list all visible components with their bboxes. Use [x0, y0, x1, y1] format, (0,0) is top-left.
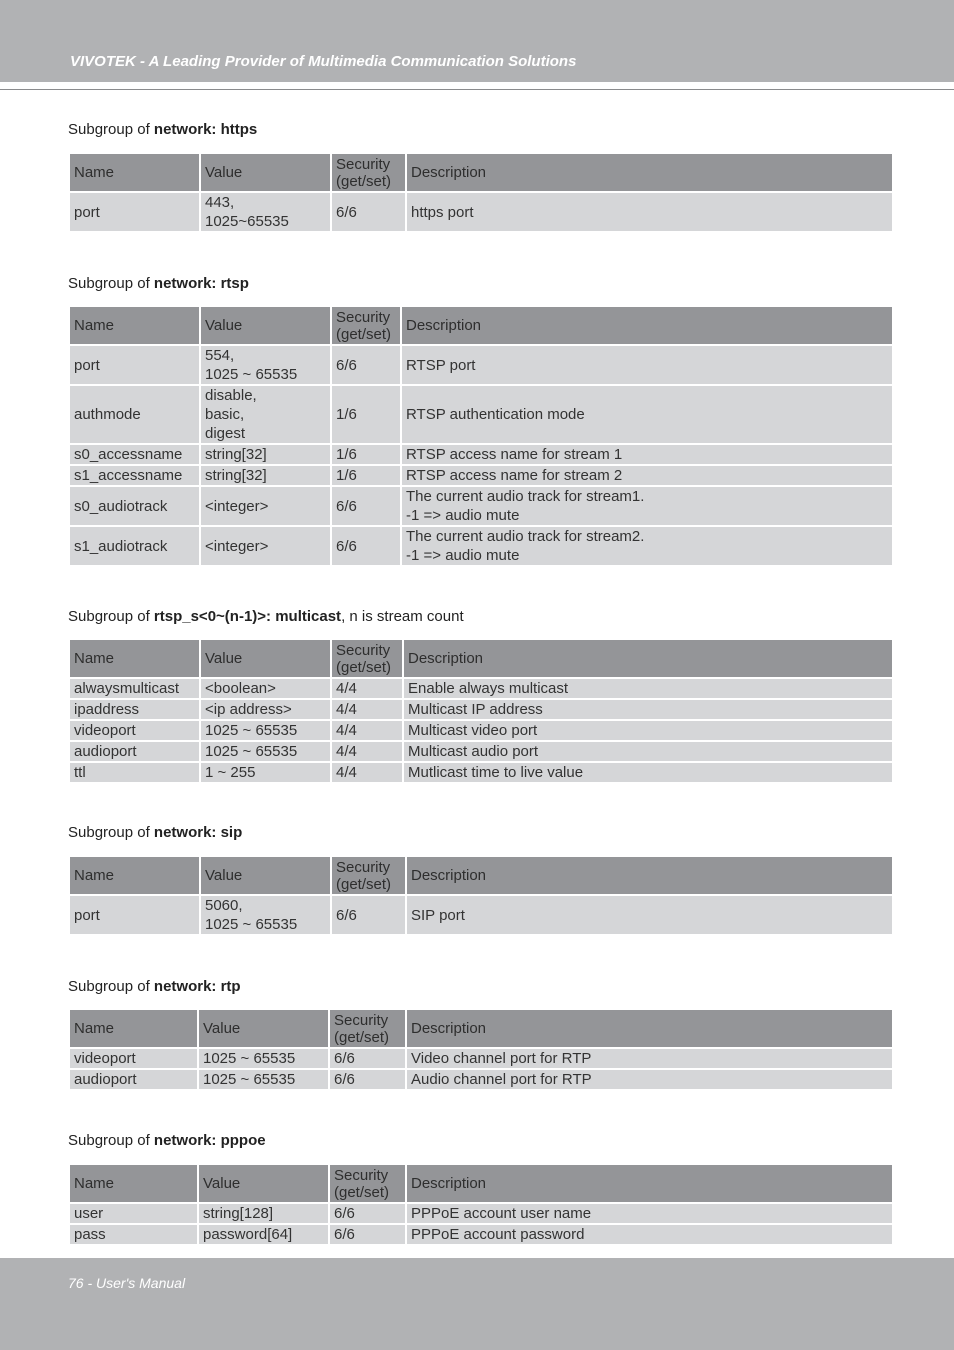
cell-name: audioport: [70, 742, 199, 761]
table-header-row: [70, 1165, 892, 1202]
cell-description: Enable always multicast: [404, 679, 892, 698]
cell-security: 1/6: [332, 445, 400, 464]
table-row: [70, 487, 892, 525]
header-title: VIVOTEK - A Leading Provider of Multimedia Communication Solutions: [70, 53, 577, 70]
cell-description: Multicast IP address: [404, 700, 892, 719]
subgroup-prefix: Subgroup of: [68, 1132, 154, 1149]
cell-name: ttl: [70, 763, 199, 782]
parameter-table: [68, 855, 894, 936]
column-header-name: Name: [70, 1010, 197, 1047]
cell-description: PPPoE account user name: [407, 1204, 892, 1223]
column-header-name: Name: [70, 1165, 197, 1202]
cell-value: password[64]: [199, 1225, 328, 1244]
column-header-description: Description: [407, 1165, 892, 1202]
cell-security: 1/6: [332, 466, 400, 485]
table-row: [70, 193, 892, 231]
column-header-security: Security (get/set): [330, 1165, 405, 1202]
cell-value: <integer>: [201, 527, 330, 565]
column-header-security: Security (get/set): [332, 857, 405, 894]
cell-name: s0_audiotrack: [70, 487, 199, 525]
cell-value: string[128]: [199, 1204, 328, 1223]
cell-security: 6/6: [330, 1049, 405, 1068]
subgroup-title: [68, 275, 249, 292]
cell-description: The current audio track for stream2. -1 => audio mute: [402, 527, 892, 565]
page-footer: [0, 1258, 954, 1350]
cell-description: RTSP port: [402, 346, 892, 384]
cell-security: 4/4: [332, 679, 402, 698]
subgroup-prefix: Subgroup of: [68, 978, 154, 995]
parameter-table: [68, 638, 894, 784]
cell-value: disable, basic, digest: [201, 386, 330, 443]
cell-description: Multicast audio port: [404, 742, 892, 761]
subgroup-title: [68, 978, 241, 995]
page-header: [0, 0, 954, 82]
column-header-value: Value: [201, 857, 330, 894]
cell-security: 6/6: [332, 193, 405, 231]
table-row: [70, 721, 892, 740]
column-header-value: Value: [201, 154, 330, 191]
column-header-name: Name: [70, 154, 199, 191]
column-header-description: Description: [402, 307, 892, 344]
cell-description: Mutlicast time to live value: [404, 763, 892, 782]
column-header-name: Name: [70, 857, 199, 894]
column-header-value: Value: [199, 1165, 328, 1202]
subgroup-name: network: https: [153, 121, 258, 138]
cell-name: s0_accessname: [70, 445, 199, 464]
column-header-security: Security (get/set): [332, 640, 402, 677]
cell-value: 5060, 1025 ~ 65535: [201, 896, 330, 934]
table-header-row: [70, 154, 892, 191]
parameter-table: [68, 1163, 894, 1246]
table-row: [70, 700, 892, 719]
cell-value: 1025 ~ 65535: [201, 721, 330, 740]
cell-name: ipaddress: [70, 700, 199, 719]
table-row: [70, 742, 892, 761]
subgroup-title: [68, 824, 242, 841]
cell-name: s1_accessname: [70, 466, 199, 485]
cell-value: string[32]: [201, 466, 330, 485]
table-header-row: [70, 640, 892, 677]
cell-security: 4/4: [332, 763, 402, 782]
table-row: [70, 1049, 892, 1068]
subgroup-suffix: , n is stream count: [341, 608, 464, 625]
column-header-security: Security (get/set): [330, 1010, 405, 1047]
cell-description: SIP port: [407, 896, 892, 934]
column-header-description: Description: [404, 640, 892, 677]
cell-security: 4/4: [332, 700, 402, 719]
column-header-value: Value: [201, 307, 330, 344]
cell-security: 4/4: [332, 742, 402, 761]
subgroup-name: network: rtp: [153, 978, 241, 995]
cell-value: string[32]: [201, 445, 330, 464]
table-row: [70, 679, 892, 698]
cell-security: 6/6: [330, 1204, 405, 1223]
column-header-value: Value: [199, 1010, 328, 1047]
subgroup-name: network: sip: [153, 824, 243, 841]
parameter-table: [68, 1008, 894, 1091]
cell-name: port: [70, 896, 199, 934]
column-header-name: Name: [70, 640, 199, 677]
cell-security: 6/6: [332, 487, 400, 525]
cell-description: Audio channel port for RTP: [407, 1070, 892, 1089]
table-row: [70, 386, 892, 443]
table-row: [70, 346, 892, 384]
subgroup-prefix: Subgroup of: [68, 608, 154, 625]
cell-value: <ip address>: [201, 700, 330, 719]
subgroup-prefix: Subgroup of: [68, 121, 154, 138]
cell-description: RTSP access name for stream 2: [402, 466, 892, 485]
column-header-description: Description: [407, 857, 892, 894]
parameter-table: [68, 152, 894, 233]
cell-value: 443, 1025~65535: [201, 193, 330, 231]
page-number: 76 - User's Manual: [68, 1275, 186, 1291]
cell-name: alwaysmulticast: [70, 679, 199, 698]
column-header-security: Security (get/set): [332, 154, 405, 191]
header-divider: [0, 89, 954, 90]
cell-name: authmode: [70, 386, 199, 443]
table-row: [70, 1070, 892, 1089]
subgroup-prefix: Subgroup of: [68, 275, 154, 292]
subgroup-title: [68, 1132, 266, 1149]
cell-name: pass: [70, 1225, 197, 1244]
table-header-row: [70, 857, 892, 894]
cell-security: 6/6: [332, 346, 400, 384]
column-header-security: Security (get/set): [332, 307, 400, 344]
cell-name: audioport: [70, 1070, 197, 1089]
cell-name: videoport: [70, 1049, 197, 1068]
subgroup-title: [68, 121, 257, 138]
table-row: [70, 896, 892, 934]
subgroup-prefix: Subgroup of: [68, 824, 154, 841]
table-header-row: [70, 1010, 892, 1047]
table-row: [70, 445, 892, 464]
subgroup-name: rtsp_s<0~(n-1)>: multicast: [153, 608, 342, 625]
cell-security: 6/6: [332, 527, 400, 565]
subgroup-name: network: rtsp: [153, 275, 249, 292]
subgroup-title: [68, 608, 464, 625]
column-header-description: Description: [407, 154, 892, 191]
cell-security: 4/4: [332, 721, 402, 740]
column-header-value: Value: [201, 640, 330, 677]
cell-name: user: [70, 1204, 197, 1223]
parameter-table: [68, 305, 894, 567]
cell-name: s1_audiotrack: [70, 527, 199, 565]
cell-value: <integer>: [201, 487, 330, 525]
cell-security: 6/6: [330, 1225, 405, 1244]
cell-description: The current audio track for stream1. -1 => audio mute: [402, 487, 892, 525]
cell-value: 1025 ~ 65535: [199, 1049, 328, 1068]
cell-description: RTSP authentication mode: [402, 386, 892, 443]
table-row: [70, 763, 892, 782]
table-row: [70, 466, 892, 485]
table-row: [70, 1204, 892, 1223]
cell-value: 1 ~ 255: [201, 763, 330, 782]
column-header-name: Name: [70, 307, 199, 344]
cell-value: 554, 1025 ~ 65535: [201, 346, 330, 384]
cell-description: Video channel port for RTP: [407, 1049, 892, 1068]
cell-value: 1025 ~ 65535: [199, 1070, 328, 1089]
cell-description: RTSP access name for stream 1: [402, 445, 892, 464]
cell-value: 1025 ~ 65535: [201, 742, 330, 761]
column-header-description: Description: [407, 1010, 892, 1047]
cell-security: 6/6: [332, 896, 405, 934]
cell-security: 1/6: [332, 386, 400, 443]
cell-security: 6/6: [330, 1070, 405, 1089]
subgroup-name: network: pppoe: [153, 1132, 266, 1149]
cell-value: <boolean>: [201, 679, 330, 698]
table-row: [70, 1225, 892, 1244]
table-header-row: [70, 307, 892, 344]
cell-description: https port: [407, 193, 892, 231]
cell-description: Multicast video port: [404, 721, 892, 740]
cell-description: PPPoE account password: [407, 1225, 892, 1244]
cell-name: port: [70, 193, 199, 231]
cell-name: videoport: [70, 721, 199, 740]
cell-name: port: [70, 346, 199, 384]
table-row: [70, 527, 892, 565]
